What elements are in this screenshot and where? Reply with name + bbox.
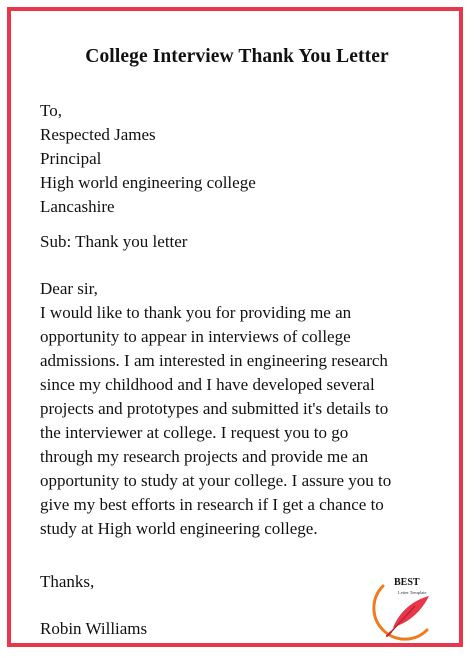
closing: Thanks, [40, 572, 95, 591]
logo-tagline: Letter Template [398, 590, 427, 595]
letter-title: College Interview Thank You Letter [85, 46, 389, 67]
salutation: Dear sir, [40, 279, 98, 298]
body-line: study at High world engineering college. [40, 519, 318, 538]
signature: Robin Williams [40, 619, 148, 638]
address-line: Respected James [40, 125, 156, 144]
body-line: I would like to thank you for providing me an [40, 303, 352, 322]
quill-feather-icon [369, 572, 449, 642]
letter-body [40, 301, 391, 541]
body-line: opportunity to study at your college. I assure you to [40, 471, 392, 490]
body-line: projects and prototypes and submitted it's details to [40, 399, 389, 418]
subject-line: Sub: Thank you letter [40, 232, 188, 251]
logo-word: BEST [394, 577, 420, 588]
address-line: To, [40, 101, 62, 120]
address-line: Lancashire [40, 197, 115, 216]
body-line: opportunity to appear in interviews of college [40, 327, 351, 346]
best-letter-template-logo [369, 572, 449, 642]
body-line: admissions. I am interested in engineering research [40, 351, 388, 370]
address-line: Principal [40, 149, 102, 168]
recipient-address [40, 99, 256, 219]
body-line: the interviewer at college. I request you to go [40, 423, 349, 442]
address-line: High world engineering college [40, 173, 256, 192]
body-line: give my best efforts in research if I get a chance to [40, 495, 384, 514]
body-line: since my childhood and I have developed several [40, 375, 375, 394]
body-line: through my research projects and provide me an [40, 447, 369, 466]
